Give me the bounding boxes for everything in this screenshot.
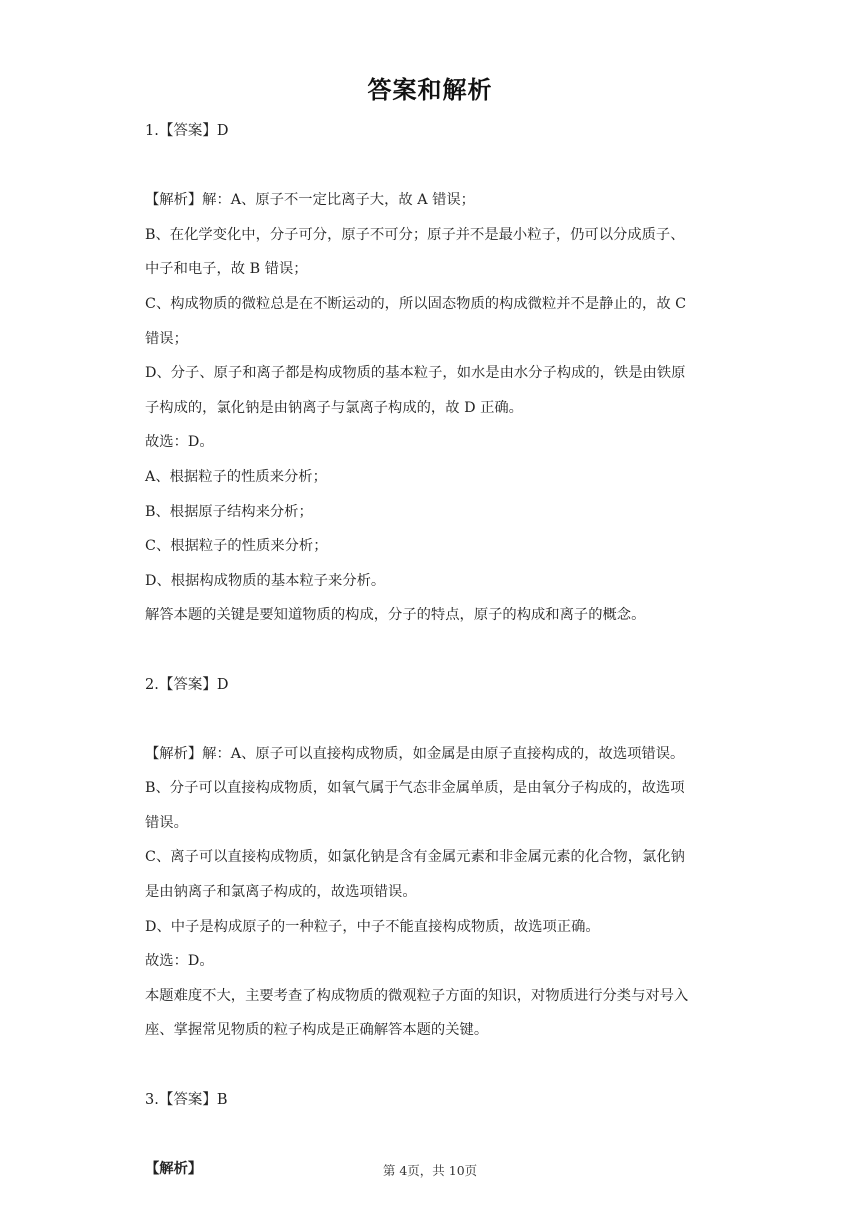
analysis-line: 【解析】解：A、原子不一定比离子大，故 A 错误； [145,192,475,209]
analysis-line: 错误； [145,330,188,347]
analysis-line: 本题难度不大，主要考查了构成物质的微观粒子方面的知识，对物质进行分类与对号入 [145,987,689,1004]
analysis-line: C、离子可以直接构成物质，如氯化钠是含有金属元素和非金属元素的化合物，氯化钠 [145,849,685,866]
analysis-line: D、分子、原子和离子都是构成物质的基本粒子，如水是由水分子构成的，铁是由铁原 [145,365,686,382]
analysis-line: D、根据构成物质的基本粒子来分析。 [145,572,386,589]
analysis-line: 【解析】 [145,1160,203,1177]
page-title: 答案和解析 [367,76,493,104]
blank-line [145,1048,720,1083]
analysis-line: B、根据原子结构来分析； [145,503,313,520]
analysis-line: 故选：D。 [145,953,214,970]
blank-line [145,1117,720,1152]
blank-line [145,633,720,668]
analysis-line: 故选：D。 [145,434,214,451]
question-1 [145,114,720,633]
analysis-line: 中子和电子，故 B 错误； [145,261,308,278]
answer-line: 1.【答案】D [145,123,229,139]
answers-content [145,114,720,1186]
analysis-line: 子构成的，氯化钠是由钠离子与氯离子构成的，故 D 正确。 [145,399,523,416]
analysis-line: 解答本题的关键是要知道物质的构成，分子的特点，原子的构成和离子的概念。 [145,607,646,624]
page-footer: 第 4页，共 10页 [382,1163,478,1178]
blank-line [145,149,720,184]
analysis-line: A、根据粒子的性质来分析； [145,468,327,485]
answer-line: 2.【答案】D [145,676,229,693]
analysis-line: 【解析】解：A、原子可以直接构成物质，如金属是由原子直接构成的，故选项错误。 [145,745,685,762]
analysis-line: D、中子是构成原子的一种粒子，中子不能直接构成物质，故选项正确。 [145,918,600,935]
analysis-line: 座、掌握常见物质的粒子构成是正确解答本题的关键。 [145,1022,489,1039]
question-2 [145,668,720,1049]
analysis-line: B、在化学变化中，分子可分，原子不可分；原子并不是最小粒子，仍可以分成质子、 [145,226,685,243]
analysis-line: B、分子可以直接构成物质，如氧气属于气态非金属单质，是由氧分子构成的，故选项 [145,780,685,797]
analysis-line: 错误。 [145,814,188,831]
analysis-line: C、构成物质的微粒总是在不断运动的，所以固态物质的构成微粒并不是静止的，故 C [145,295,687,312]
answer-line: 3.【答案】B [145,1091,228,1108]
blank-line [145,702,720,737]
analysis-line: 是由钠离子和氯离子构成的，故选项错误。 [145,884,417,901]
analysis-line: C、根据粒子的性质来分析； [145,538,328,555]
